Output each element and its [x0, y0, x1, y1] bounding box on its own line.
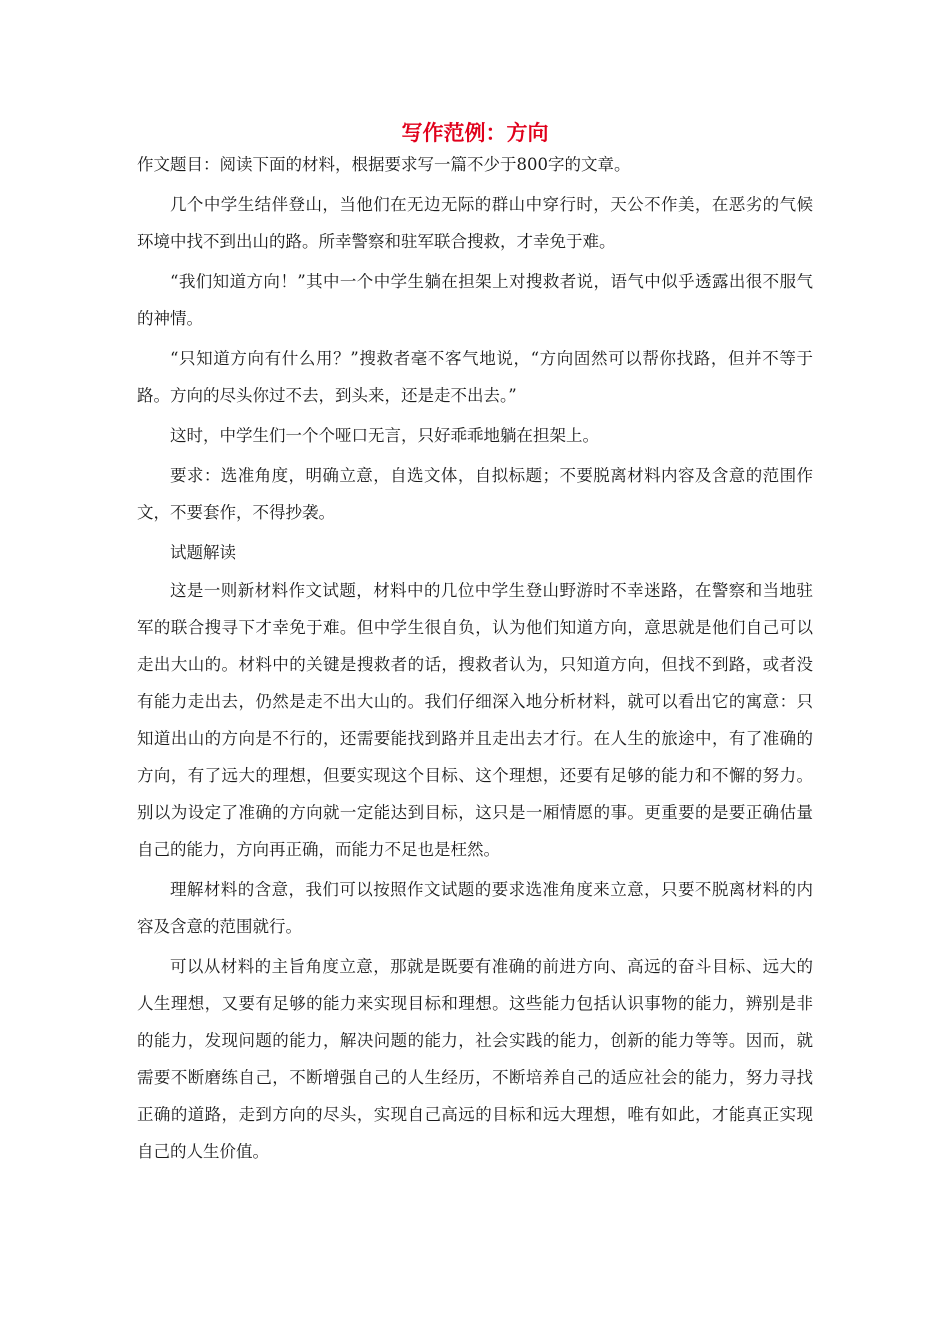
material-paragraph-4: 这时，中学生们一个个哑口无言，只好乖乖地躺在担架上。	[170, 426, 599, 445]
material-paragraph-1: 几个中学生结伴登山，当他们在无边无际的群山中穿行时，天公不作美，在恶劣的气候环境中找不到出山的路。所幸警察和驻军联合搜救，才幸免于难。	[137, 195, 813, 251]
analysis-paragraph-1: 这是一则新材料作文试题，材料中的几位中学生登山野游时不幸迷路，在警察和当地驻军的联合搜寻下才幸免于难。但中学生很自负，认为他们知道方向，意思就是他们自己可以走出大山的。材料中的关键是搜救者的话，搜救者认为，只知道方向，但找不到路，或者没有能力走出去，仍然是走不出大山的。我们仔细深入地分析材料，就可以看出它的寓意：只知道出山的方向是不行的，还需要能找到路并且走出去才行。在人生的旅途中，有了准确的方向，有了远大的理想，但要实现这个目标、这个理想，还要有足够的能力和不懈的努力。别以为设定了准确的方向就一定能达到目标，这只是一厢情愿的事。更重要的是要正确估量自己的能力，方向再正确，而能力不足也是枉然。	[137, 581, 813, 859]
document-title: 写作范例：方向	[401, 121, 549, 145]
section-heading: 试题解读	[170, 543, 236, 562]
analysis-paragraph-2: 理解材料的含意，我们可以按照作文试题的要求选准角度来立意，只要不脱离材料的内容及含意的范围就行。	[137, 880, 813, 936]
requirements-paragraph: 要求：选准角度，明确立意，自选文体，自拟标题；不要脱离材料内容及含意的范围作文，不要套作，不得抄袭。	[137, 466, 813, 522]
essay-prompt: 作文题目：阅读下面的材料，根据要求写一篇不少于800字的文章。	[137, 155, 631, 174]
material-paragraph-3: “只知道方向有什么用？”搜救者毫不客气地说，“方向固然可以帮你找路，但并不等于路。方向的尽头你过不去，到头来，还是走不出去。”	[137, 349, 813, 405]
analysis-paragraph-3: 可以从材料的主旨角度立意，那就是既要有准确的前进方向、高远的奋斗目标、远大的人生理想，又要有足够的能力来实现目标和理想。这些能力包括认识事物的能力，辨别是非的能力，发现问题的能力，解决问题的能力，社会实践的能力，创新的能力等等。因而，就需要不断磨练自己，不断增强自己的人生经历，不断培养自己的适应社会的能力，努力寻找正确的道路，走到方向的尽头，实现自己高远的目标和远大理想，唯有如此，才能真正实现自己的人生价值。	[137, 957, 813, 1161]
document-page	[137, 118, 813, 1173]
material-paragraph-2: “我们知道方向！”其中一个中学生躺在担架上对搜救者说，语气中似乎透露出很不服气的神情。	[137, 272, 813, 328]
